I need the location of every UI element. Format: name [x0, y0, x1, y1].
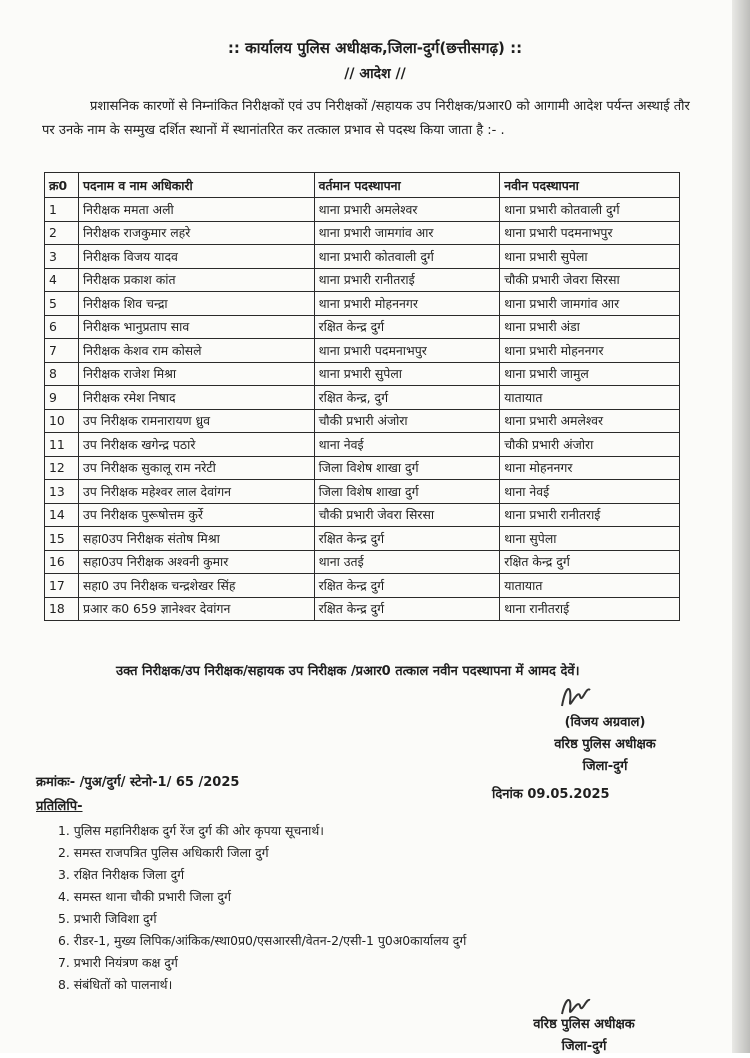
current-posting-cell: चौकी प्रभारी अंजोरा [314, 409, 500, 433]
table-row [45, 597, 680, 621]
signatory-name: (विजय अग्रवाल) [564, 715, 646, 730]
table-row [45, 221, 680, 245]
list-item: 5. प्रभारी जिविशा दुर्ग [58, 911, 157, 926]
officer-cell: उप निरीक्षक महेश्वर लाल देवांगन [78, 480, 314, 504]
serial-cell: 2 [45, 221, 79, 245]
serial-cell: 13 [45, 480, 79, 504]
signatory-block [520, 712, 690, 778]
closing-instruction: उक्त निरीक्षक/उप निरीक्षक/सहायक उप निरीक्षक /प्रआर0 तत्काल नवीन पदस्थापना में आमद देवें। [116, 664, 580, 679]
officer-cell: निरीक्षक केशव राम कोसले [78, 339, 314, 363]
table-row [45, 292, 680, 316]
serial-cell: 1 [45, 198, 79, 222]
order-heading: // आदेश // [344, 66, 406, 82]
officer-cell: उप निरीक्षक पुरूषोत्तम कुर्रे [78, 503, 314, 527]
table-row [45, 550, 680, 574]
officer-cell: सहा0 उप निरीक्षक चन्द्रशेखर सिंह [78, 574, 314, 598]
list-item: 1. पुलिस महानिरीक्षक दुर्ग रेंज दुर्ग की ओर कृपया सूचनार्थ। [58, 823, 324, 838]
current-posting-cell: थाना प्रभारी जामगांव आर [314, 221, 500, 245]
new-posting-cell: थाना नेवई [500, 480, 680, 504]
signatory-designation: वरिष्ठ पुलिस अधीक्षक [554, 737, 656, 752]
table-row [45, 315, 680, 339]
new-posting-cell: चौकी प्रभारी जेवरा सिरसा [500, 268, 680, 292]
officer-cell: उप निरीक्षक रामनारायण ध्रुव [78, 409, 314, 433]
new-posting-cell: थाना प्रभारी मोहननगर [500, 339, 680, 363]
table-body [45, 198, 680, 621]
current-posting-cell: रक्षित केन्द्र, दुर्ग [314, 386, 500, 410]
officer-cell: उप निरीक्षक खगेन्द्र पठारे [78, 433, 314, 457]
current-posting-cell: थाना प्रभारी अमलेश्वर [314, 198, 500, 222]
table-row [45, 245, 680, 269]
serial-cell: 16 [45, 550, 79, 574]
current-posting-cell: थाना प्रभारी कोतवाली दुर्ग [314, 245, 500, 269]
header-new-posting: नवीन पदस्थापना [500, 173, 680, 198]
current-posting-cell: थाना नेवई [314, 433, 500, 457]
header-officer: पदनाम व नाम अधिकारी [78, 173, 314, 198]
officer-cell: उप निरीक्षक सुकालू राम नरेटी [78, 456, 314, 480]
table-row [45, 268, 680, 292]
list-item: 2. समस्त राजपत्रित पुलिस अधिकारी जिला दुर्ग [58, 845, 269, 860]
current-posting-cell: जिला विशेष शाखा दुर्ग [314, 480, 500, 504]
current-posting-cell: थाना उतई [314, 550, 500, 574]
serial-cell: 6 [45, 315, 79, 339]
serial-cell: 11 [45, 433, 79, 457]
table-row [45, 433, 680, 457]
serial-cell: 12 [45, 456, 79, 480]
serial-cell: 7 [45, 339, 79, 363]
current-posting-cell: रक्षित केन्द्र दुर्ग [314, 597, 500, 621]
current-posting-cell: थाना प्रभारी मोहननगर [314, 292, 500, 316]
table-header-row [45, 173, 680, 198]
new-posting-cell: थाना प्रभारी जामुल [500, 362, 680, 386]
bottom-signatory-district: जिला-दुर्ग [561, 1039, 607, 1054]
order-number: क्रमांकः- /पुअ/दुर्ग/ स्टेनो-1/ 65 /2025 [36, 775, 240, 790]
new-posting-cell: यातायात [500, 386, 680, 410]
serial-cell: 18 [45, 597, 79, 621]
new-posting-cell: थाना प्रभारी जामगांव आर [500, 292, 680, 316]
officer-cell: निरीक्षक रमेश निषाद [78, 386, 314, 410]
current-posting-cell: रक्षित केन्द्र दुर्ग [314, 574, 500, 598]
officer-cell: सहा0उप निरीक्षक अश्वनी कुमार [78, 550, 314, 574]
new-posting-cell: थाना प्रभारी कोतवाली दुर्ग [500, 198, 680, 222]
current-posting-cell: रक्षित केन्द्र दुर्ग [314, 315, 500, 339]
new-posting-cell: थाना रानीतराई [500, 597, 680, 621]
current-posting-cell: थाना प्रभारी सुपेला [314, 362, 500, 386]
table-row [45, 386, 680, 410]
current-posting-cell: थाना प्रभारी पदमनाभपुर [314, 339, 500, 363]
serial-cell: 10 [45, 409, 79, 433]
new-posting-cell: थाना प्रभारी अंडा [500, 315, 680, 339]
serial-cell: 8 [45, 362, 79, 386]
serial-cell: 15 [45, 527, 79, 551]
officer-cell: सहा0उप निरीक्षक संतोष मिश्रा [78, 527, 314, 551]
list-item: 7. प्रभारी नियंत्रण कक्ष दुर्ग [58, 955, 178, 970]
officer-cell: निरीक्षक शिव चन्द्रा [78, 292, 314, 316]
serial-cell: 4 [45, 268, 79, 292]
officer-cell: प्रआर क0 659 ज्ञानेश्वर देवांगन [78, 597, 314, 621]
list-item: 8. संबंधितों को पालनार्थ। [58, 977, 173, 992]
intro-paragraph: प्रशासनिक कारणों से निम्नांकित निरीक्षकों एवं उप निरीक्षकों /सहायक उप निरीक्षक/प्रआर0 को आगामी आदेश पर्यन्त अस्थाई तौर पर उनके नाम के सम्मुख दर्शित स्थानों में स्थानांतरित कर तत्काल प्रभाव से पदस्थ किया जाता है :- . [42, 99, 690, 138]
officer-cell: निरीक्षक ममता अली [78, 198, 314, 222]
officer-cell: निरीक्षक राजकुमार लहरे [78, 221, 314, 245]
current-posting-cell: चौकी प्रभारी जेवरा सिरसा [314, 503, 500, 527]
table-row [45, 480, 680, 504]
bottom-signatory-designation: वरिष्ठ पुलिस अधीक्षक [533, 1017, 635, 1032]
officer-cell: निरीक्षक विजय यादव [78, 245, 314, 269]
table-row [45, 456, 680, 480]
new-posting-cell: थाना सुपेला [500, 527, 680, 551]
current-posting-cell: थाना प्रभारी रानीतराई [314, 268, 500, 292]
officer-cell: निरीक्षक भानुप्रताप साव [78, 315, 314, 339]
signature-mark [556, 676, 596, 716]
signatory-district: जिला-दुर्ग [582, 759, 628, 774]
new-posting-cell: थाना मोहननगर [500, 456, 680, 480]
new-posting-cell: यातायात [500, 574, 680, 598]
table-row [45, 339, 680, 363]
serial-cell: 5 [45, 292, 79, 316]
order-date: दिनांक 09.05.2025 [492, 787, 610, 802]
header-current-posting: वर्तमान पदस्थापना [314, 173, 500, 198]
new-posting-cell: चौकी प्रभारी अंजोरा [500, 433, 680, 457]
current-posting-cell: रक्षित केन्द्र दुर्ग [314, 527, 500, 551]
new-posting-cell: थाना प्रभारी पदमनाभपुर [500, 221, 680, 245]
table-row [45, 574, 680, 598]
copy-list [58, 820, 658, 996]
serial-cell: 3 [45, 245, 79, 269]
bottom-signatory-block [504, 1014, 664, 1058]
copy-heading: प्रतिलिपि- [36, 799, 83, 814]
new-posting-cell: थाना प्रभारी सुपेला [500, 245, 680, 269]
serial-cell: 17 [45, 574, 79, 598]
new-posting-cell: थाना प्रभारी रानीतराई [500, 503, 680, 527]
table-row [45, 409, 680, 433]
office-heading: :: कार्यालय पुलिस अधीक्षक,जिला-दुर्ग(छत्तीसगढ़) :: [227, 39, 523, 57]
serial-cell: 14 [45, 503, 79, 527]
table-row [45, 527, 680, 551]
list-item: 6. रीडर-1, मुख्य लिपिक/आंकिक/स्था0प्र0/एसआरसी/वेतन-2/एसी-1 पु0अ0कार्यालय दुर्ग [58, 933, 467, 948]
list-item: 4. समस्त थाना चौकी प्रभारी जिला दुर्ग [58, 889, 231, 904]
transfer-table [44, 172, 680, 621]
table-row [45, 198, 680, 222]
new-posting-cell: रक्षित केन्द्र दुर्ग [500, 550, 680, 574]
list-item: 3. रक्षित निरीक्षक जिला दुर्ग [58, 867, 185, 882]
new-posting-cell: थाना प्रभारी अमलेश्वर [500, 409, 680, 433]
page-edge-shadow [732, 0, 750, 1053]
current-posting-cell: जिला विशेष शाखा दुर्ग [314, 456, 500, 480]
officer-cell: निरीक्षक प्रकाश कांत [78, 268, 314, 292]
serial-cell: 9 [45, 386, 79, 410]
table-row [45, 362, 680, 386]
table-row [45, 503, 680, 527]
officer-cell: निरीक्षक राजेश मिश्रा [78, 362, 314, 386]
header-serial: क्र0 [45, 173, 79, 198]
